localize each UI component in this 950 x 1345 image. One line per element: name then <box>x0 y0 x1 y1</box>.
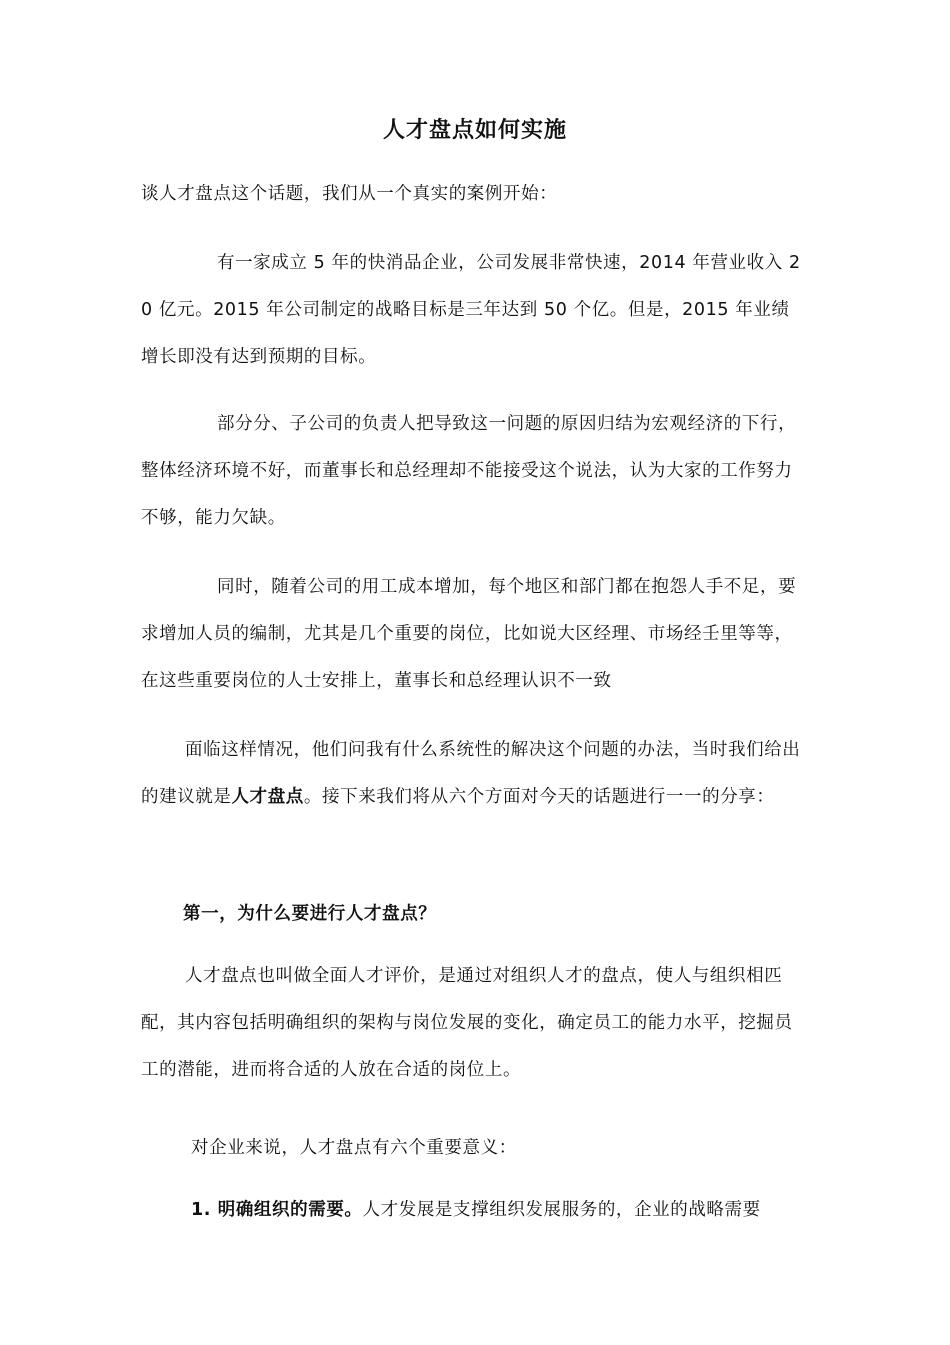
section-1-heading: 第一，为什么要进行人才盘点？ <box>183 904 437 924</box>
intro-paragraph: 谈人才盘点这个话题，我们从一个真实的案例开始： <box>141 184 558 204</box>
solution-keyword: 人才盘点 <box>231 787 304 807</box>
case-paragraph-2: 部分分、子公司的负责人把导致这一问题的原因归结为宏观经济的下行，整体经济环境不好，而董事长和总经理却不能接受这个说法，认为大家的工作努力不够，能力欠缺。 <box>141 414 797 528</box>
section-1-paragraph-1: 人才盘点也叫做全面人才评价，是通过对组织人才的盘点，使人与组织相匹配，其内容包括明确组织的架构与岗位发展的变化，确定员工的能力水平，挖掘员工的潜能，进而将合适的人放在合适的岗位上。 <box>141 966 793 1080</box>
solution-paragraph <box>141 727 806 821</box>
significance-item-1 <box>141 1187 806 1234</box>
case-paragraph-1: 有一家成立 5 年的快消品企业，公司发展非常快速，2014 年营业收入 20 亿元。2015 年公司制定的战略目标是三年达到 50 个亿。但是，2015 年业绩增长即没有达到预期的目标。 <box>141 253 801 367</box>
solution-text-after: 。接下来我们将从六个方面对今天的话题进行一一的分享： <box>303 787 775 807</box>
section-1-paragraph-2: 对企业来说，人才盘点有六个重要意义： <box>191 1138 517 1158</box>
significance-item-1-text: 人才发展是支撑组织发展服务的，企业的战略需要 <box>362 1200 761 1220</box>
solution-text-before: 面临这样情况，他们问我有什么系统性的解决这个问题的办法，当时我们给出的建议就是 <box>141 740 801 807</box>
case-paragraph-3: 同时，随着公司的用工成本增加，每个地区和部门都在抱怨人手不足，要求增加人员的编制，尤其是几个重要的岗位，比如说大区经理、市场经壬里等等，在这些重要岗位的人士安排上，董事长和总经理认识不一致 <box>141 577 797 691</box>
significance-item-1-title: 1. 明确组织的需要。 <box>191 1200 363 1220</box>
document-title: 人才盘点如何实施 <box>382 118 567 143</box>
